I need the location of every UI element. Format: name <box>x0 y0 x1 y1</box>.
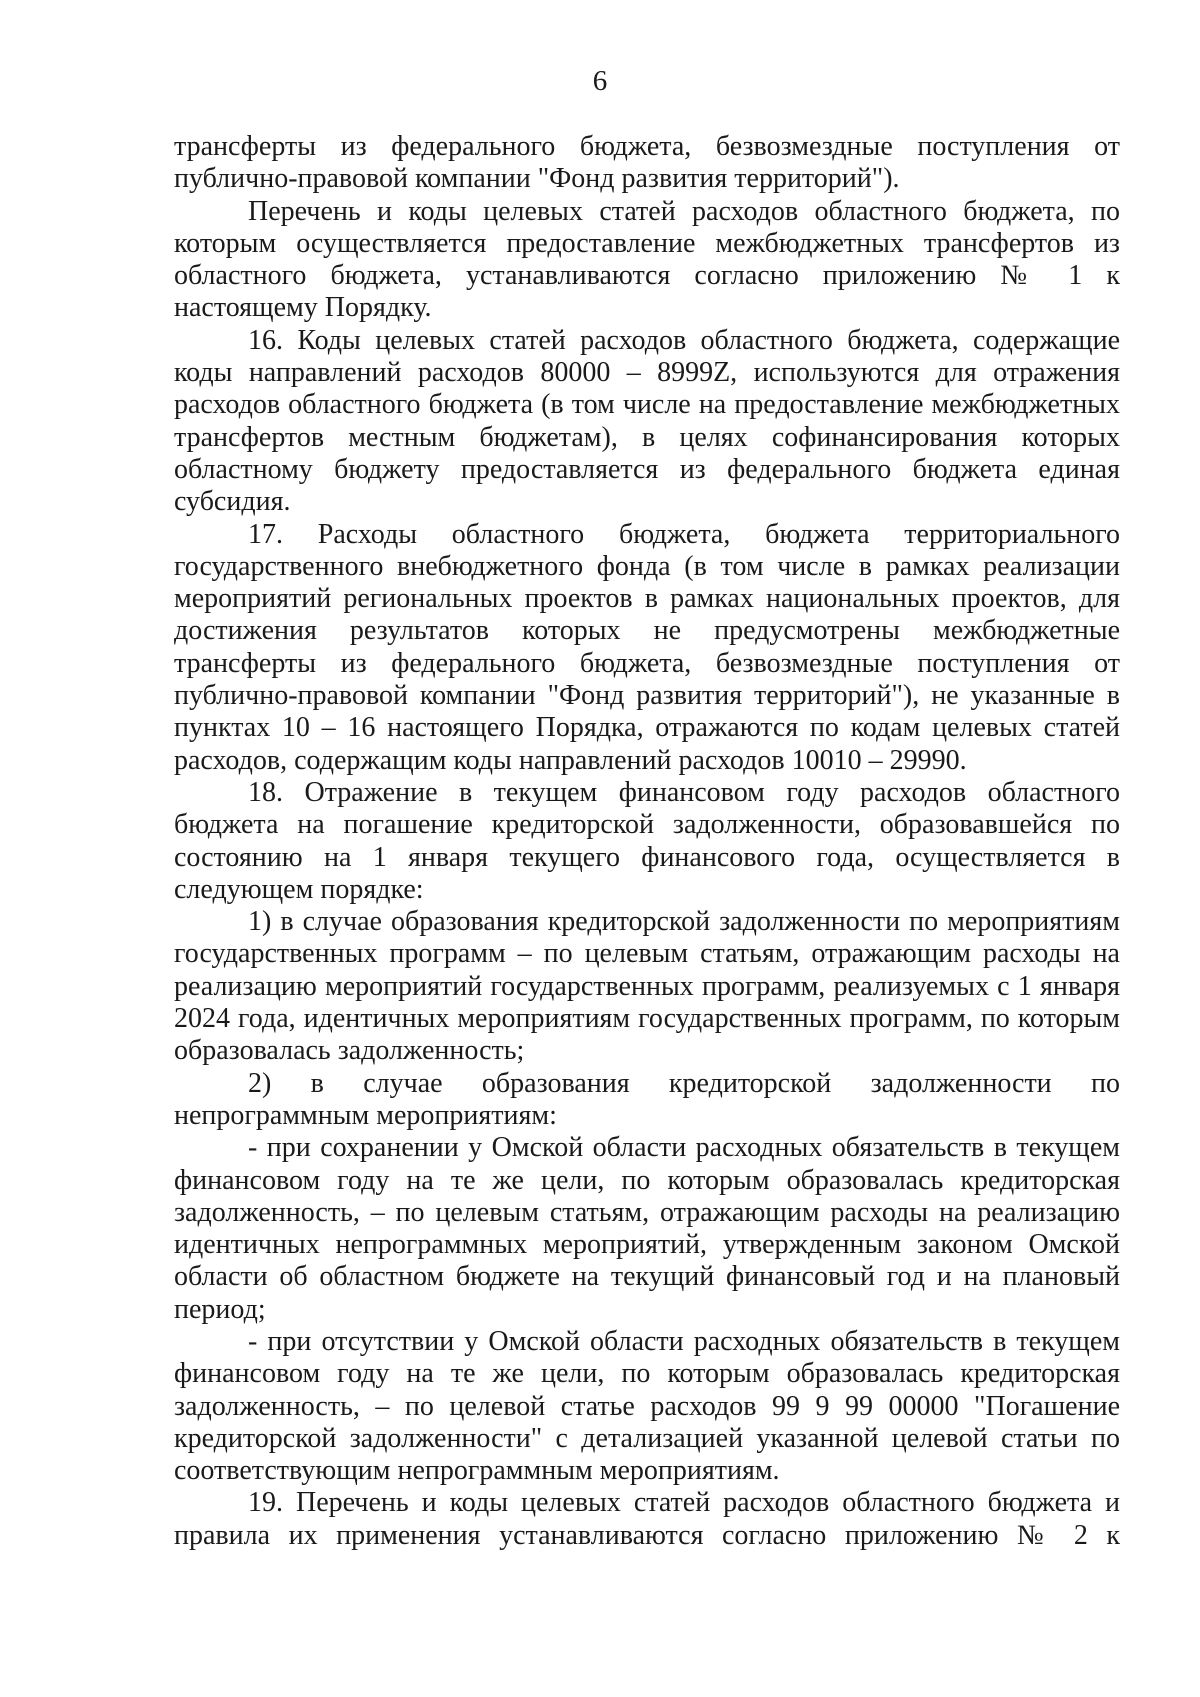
paragraph-item-19: 19. Перечень и коды целевых статей расходов областного бюджета и правила их применения устанавливаются согласно приложению № 2 к <box>174 1487 1120 1551</box>
paragraph-subitem-2: 2) в случае образования кредиторской задолженности по непрограммным мероприятиям: <box>174 1067 1120 1131</box>
paragraph-subitem-1: 1) в случае образования кредиторской задолженности по мероприятиям государственных программ – по целевым статьям, отражающим расходы на реализацию мероприятий государственных программ, реализуемых с 1 января 2024 года, идентичных мероприятиям государственных программ, по которым образовалась задолженность; <box>174 906 1120 1067</box>
paragraph-list-reference: Перечень и коды целевых статей расходов областного бюджета, по которым осуществляется предоставление межбюджетных трансфертов из областного бюджета, устанавливаются согласно приложению № 1 к настоящему Порядку. <box>174 195 1120 324</box>
document-body <box>174 131 1120 1552</box>
paragraph-item-18: 18. Отражение в текущем финансовом году расходов областного бюджета на погашение кредиторской задолженности, образовавшейся по состоянию на 1 января текущего финансового года, осуществляется в следующем порядке: <box>174 776 1120 905</box>
paragraph-dash-item-2: - при отсутствии у Омской области расходных обязательств в текущем финансовом году на те же цели, по которым образовалась кредиторская задолженность, – по целевой статье расходов 99 9 99 00000 "Погашение кредиторской задолженности" с детализацией указанной целевой статьи по соответствующим непрограммным мероприятиям. <box>174 1325 1120 1487</box>
page-number: 6 <box>592 65 608 97</box>
paragraph-item-16: 16. Коды целевых статей расходов областного бюджета, содержащие коды направлений расходов 80000 – 8999Z, используются для отражения расходов областного бюджета (в том числе на предоставление межбюджетных трансфертов местным бюджетам), в целях софинансирования которых областному бюджету предоставляется из федерального бюджета единая субсидия. <box>174 324 1120 518</box>
paragraph-dash-item-1: - при сохранении у Омской области расходных обязательств в текущем финансовом году на те же цели, по которым образовалась кредиторская задолженность, – по целевым статьям, отражающим расходы на реализацию идентичных непрограммных мероприятий, утвержденным законом Омской области об областном бюджете на текущий финансовый год и на плановый период; <box>174 1132 1120 1325</box>
paragraph-continuation: трансферты из федерального бюджета, безвозмездные поступления от публично-правовой компании "Фонд развития территорий"). <box>174 131 1120 195</box>
paragraph-item-17: 17. Расходы областного бюджета, бюджета территориального государственного внебюджетного фонда (в том числе в рамках реализации мероприятий региональных проектов в рамках национальных проектов, для достижения результатов которых не предусмотрены межбюджетные трансферты из федерального бюджета, безвозмездные поступления от публично-правовой компании "Фонд развития территорий"), не указанные в пунктах 10 – 16 настоящего Порядка, отражаются по кодам целевых статей расходов, содержащим коды направлений расходов 10010 – 29990. <box>174 518 1120 776</box>
